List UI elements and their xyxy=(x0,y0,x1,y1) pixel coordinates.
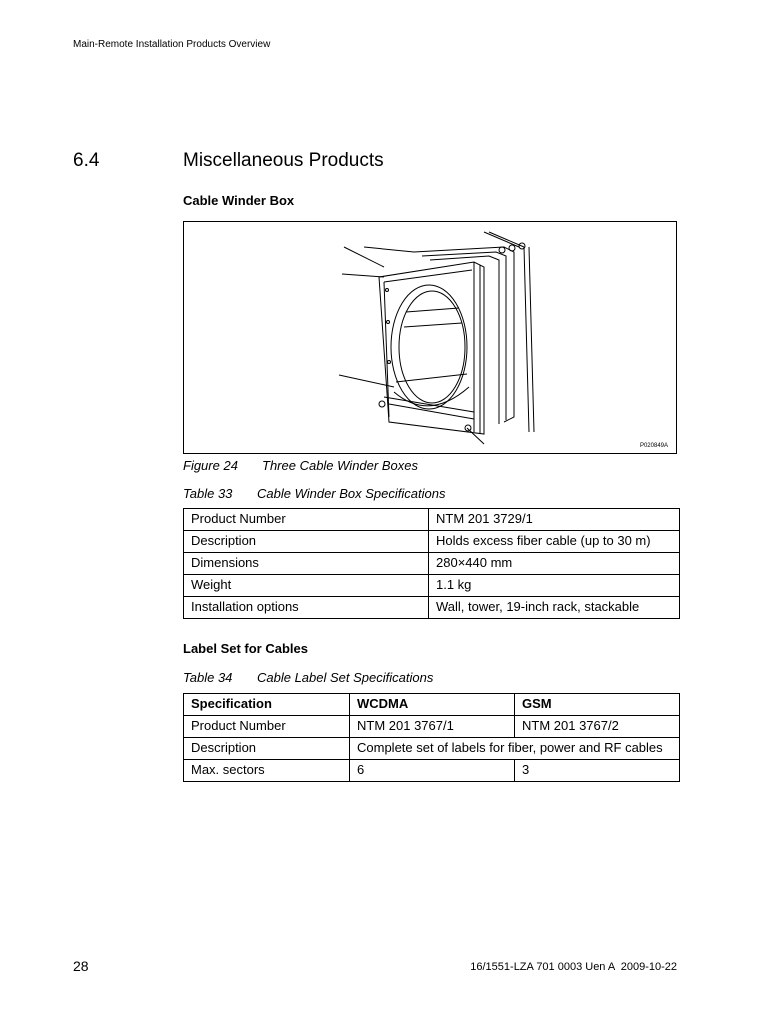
section-title: Miscellaneous Products xyxy=(183,150,384,171)
section-number: 6.4 xyxy=(73,150,100,171)
table-row xyxy=(184,716,680,738)
spec-value-wcdma: NTM 201 3767/1 xyxy=(350,716,515,738)
spec-value: Holds excess fiber cable (up to 30 m) xyxy=(429,531,680,553)
spec-name: Product Number xyxy=(184,716,350,738)
table-row xyxy=(184,575,680,597)
table-33-label: Table 33 xyxy=(183,486,233,501)
spec-value: Wall, tower, 19-inch rack, stackable xyxy=(429,597,680,619)
spec-name: Description xyxy=(184,531,429,553)
table-row xyxy=(184,531,680,553)
spec-name: Installation options xyxy=(184,597,429,619)
figure-code: P020849A xyxy=(639,443,668,449)
spec-value-gsm: NTM 201 3767/2 xyxy=(515,716,680,738)
table-row xyxy=(184,553,680,575)
column-header: WCDMA xyxy=(350,694,515,716)
spec-value: 280×440 mm xyxy=(429,553,680,575)
spec-value-wcdma: 6 xyxy=(350,760,515,782)
spec-name: Dimensions xyxy=(184,553,429,575)
spec-name: Description xyxy=(184,738,350,760)
table-row xyxy=(184,738,680,760)
cable-winder-spec-table xyxy=(183,508,680,619)
figure-caption-text: Three Cable Winder Boxes xyxy=(262,458,418,473)
figure-caption xyxy=(183,458,418,473)
column-header: Specification xyxy=(184,694,350,716)
figure-label: Figure 24 xyxy=(183,458,238,473)
column-header: GSM xyxy=(515,694,680,716)
cable-winder-heading: Cable Winder Box xyxy=(183,193,295,208)
spec-name: Max. sectors xyxy=(184,760,350,782)
table-row xyxy=(184,509,680,531)
spec-value-gsm: 3 xyxy=(515,760,680,782)
spec-name: Weight xyxy=(184,575,429,597)
page-number: 28 xyxy=(73,958,89,974)
label-set-heading: Label Set for Cables xyxy=(183,641,308,656)
table-34-caption xyxy=(183,670,433,685)
spec-value-shared: Complete set of labels for fiber, power and RF cables xyxy=(350,738,680,760)
table-34-label: Table 34 xyxy=(183,670,233,685)
spec-value: 1.1 kg xyxy=(429,575,680,597)
table-33-caption-text: Cable Winder Box Specifications xyxy=(257,486,446,501)
cable-winder-illustration xyxy=(184,222,677,454)
table-row xyxy=(184,760,680,782)
table-header-row xyxy=(184,694,680,716)
table-33-caption xyxy=(183,486,445,501)
table-34-caption-text: Cable Label Set Specifications xyxy=(257,670,434,685)
spec-value: NTM 201 3729/1 xyxy=(429,509,680,531)
document-id: 16/1551-LZA 701 0003 Uen A 2009-10-22 xyxy=(470,961,677,973)
running-header: Main-Remote Installation Products Overview xyxy=(73,39,271,50)
cable-winder-figure xyxy=(183,221,677,454)
label-set-spec-table xyxy=(183,693,680,782)
spec-name: Product Number xyxy=(184,509,429,531)
table-row xyxy=(184,597,680,619)
